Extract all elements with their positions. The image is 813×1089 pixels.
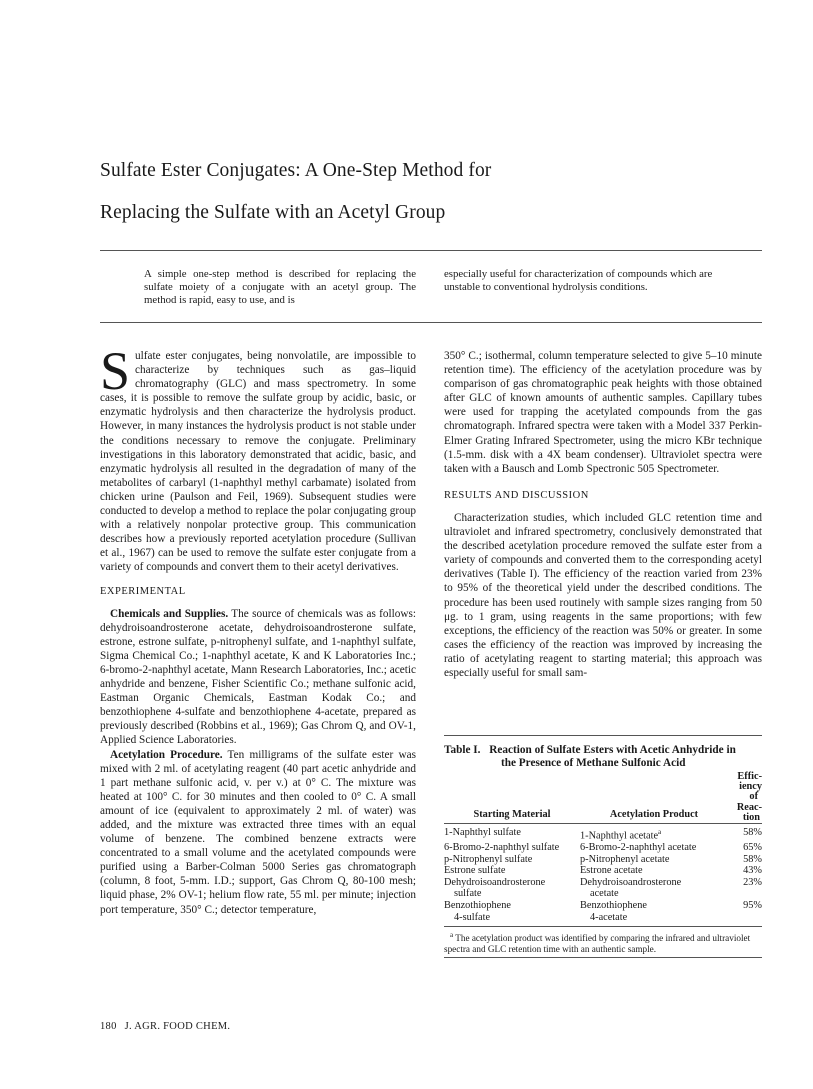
- methods-continuation: 350° C.; isothermal, column temperature selected to give 5–10 minute retention time). The efficiency of the acetylation procedure was by comparison of gas chromatographic peak heights with those obtained after GLC of known amounts of authentic samples. Capillary tubes were used for trapping the acetylated compounds from the gas chromatograph. Infrared spectra were taken with a Model 337 Perkin-Elmer Grating Infrared Spectrometer, using the micro KBr technique (1.5-mm. disk with a 4X beam condenser). Ultraviolet spectra were taken with a Bausch and Lomb Spectronic 505 Spectrometer.: [444, 350, 762, 475]
- cell-start: 6-Bromo-2-naphthyl sulfate: [444, 842, 560, 854]
- col-header-acetylation-product: Acetylation Product: [609, 809, 699, 821]
- table-row: [444, 827, 762, 842]
- cell-efficiency: 65%: [743, 842, 762, 854]
- paper-title-line-2: Replacing the Sulfate with an Acetyl Group: [100, 202, 446, 223]
- drop-cap: S: [100, 341, 131, 401]
- table-header-row: [444, 772, 762, 824]
- cell-efficiency: 43%: [743, 865, 762, 877]
- page-footer: [100, 1021, 230, 1032]
- right-column: [444, 349, 762, 680]
- cell-product: Estrone acetate: [580, 865, 643, 877]
- abstract-bottom-rule: [100, 322, 762, 323]
- cell-efficiency: 23%: [743, 876, 762, 888]
- cell-efficiency: 58%: [743, 827, 762, 839]
- table-row: [444, 877, 762, 900]
- abstract-top-rule: [100, 250, 762, 251]
- table-title: Table I. Reaction of Sulfate Esters with Acetic Anhydride in the Presence of Methane Sulfonic Acid: [444, 744, 736, 769]
- cell-product: p-Nitrophenyl acetate: [580, 853, 670, 865]
- cell-start: p-Nitrophenyl sulfate: [444, 853, 533, 865]
- paper-title-line-1: Sulfate Ester Conjugates: A One-Step Method for: [100, 160, 492, 181]
- acetylation-paragraph: Acetylation Procedure. Ten milligrams of the sulfate ester was mixed with 2 ml. of acetylating reagent (40 part acetic anhydride and 1 part methane sulfonic acid, v. per v.) at 0° C. The mixture was heated at 100° C. for 30 minutes and then cooled to 0° C. A small amount of ice (equivalent to approximately 2 ml. of water) was added, and the mixture was extracted three times with an equal volume of benzene. The combined benzene extracts were concentrated to a small volume and the acetylated compounds were purified using a Barber-Colman 5000 Series gas chromatograph (column, 8 foot, 5-mm. I.D.; support, Gas Chrom Q, 80-100 mesh; liquid phase, 2% OV-1; helium flow rate, 55 ml. per minute; injection port temperature, 350° C.; detector temperature,: [100, 748, 416, 916]
- table-top-rule: [444, 735, 762, 736]
- table-row: [444, 900, 762, 923]
- table-row: [444, 854, 762, 866]
- chemicals-paragraph: Chemicals and Supplies. The source of chemicals was as follows: dehydroisoandrosterone acetate, dehydroisoandrosterone sulfate, estrone, estrone sulfate, p-nitrophenyl sulfate, and 1-naphthyl sulfate, Sigma Chemical Co.; 1-naphthyl acetate, K and K Laboratories Inc.; 6-bromo-2-naphthyl acetate, Mann Research Laboratories, Inc.; acetic anhydride and benzene, Fisher Scientific Co.; methane sulfonic acid, Eastman Organic Chemicals, Eastman Kodak Co.; and benzothiophene 4-sulfate and benzothiophene 4-acetate, prepared as previously described (Robbins et al., 1969); Gas Chrom Q, and OV-1, Applied Science Laboratories.: [100, 607, 416, 747]
- table-row: [444, 865, 762, 877]
- left-column: [100, 341, 416, 917]
- cell-product: Benzothiophene 4-acetate: [580, 900, 647, 923]
- abstract-left: A simple one-step method is described for replacing the sulfate moiety of a conjugate with an acetyl group. The method is rapid, easy to use, and is: [144, 268, 416, 306]
- cell-product: Dehydroisoandrosterone acetate: [580, 876, 682, 900]
- col-header-starting-material: Starting Material: [473, 809, 551, 821]
- cell-efficiency: 95%: [743, 900, 762, 911]
- experimental-heading: EXPERIMENTAL: [100, 585, 186, 597]
- journal-name: J. AGR. FOOD CHEM.: [124, 1021, 231, 1032]
- cell-start: Estrone sulfate: [444, 865, 506, 877]
- table-footnote: $^a$ The acetylation product was identified by comparing the infrared and ultraviolet spectra and GLC retention time with an authentic sample.: [444, 931, 751, 954]
- cell-product: 1-Naphthyl acetate$^a$: [580, 828, 662, 842]
- cell-start: 1-Naphthyl sulfate: [444, 827, 521, 839]
- results-paragraph: Characterization studies, which included GLC retention time and ultraviolet and infrared spectrometry, conclusively demonstrated that the described acetylation procedure removed the sulfate ester from a variety of compounds and converted them to the corresponding acetyl derivatives (Table I). The efficiency of the reaction varied from 23% to 95% of the theoretical yield under the described conditions. The procedure has been used routinely with sample sizes ranging from 50 μg. to 1 gram, using reagents in the same proportions; with few exceptions, the efficiency of the reaction was 50% or greater. In some cases the efficiency of the reaction was improved by increasing the ratio of acetylating reagent to starting material; this approach was especially useful for small sam-: [444, 511, 762, 679]
- cell-start: Dehydroisoandrosterone sulfate: [444, 876, 546, 900]
- table-1: [444, 772, 762, 958]
- footnote-marker: a: [658, 828, 662, 837]
- cell-efficiency: 58%: [743, 853, 762, 865]
- cell-product: 6-Bromo-2-naphthyl acetate: [580, 842, 697, 854]
- intro-paragraph: Sulfate ester conjugates, being nonvolatile, are impossible to characterize by techniques such as gas–liquid chromatography (GLC) and mass spectrometry. In some cases, it is possible to remove the sulfate group by acidic, basic, or enzymatic hydrolysis and then characterize the hydrolysis product. However, in many instances the hydrolysis product is not stable under the conditions necessary to remove the conjugate. Preliminary investigations in this laboratory demonstrated that acidic, basic, and enzymatic hydrolysis all resulted in the degradation of many of the metabolites of carbaryl (1-naphthyl methyl carbamate) isolated from chicken urine (Paulson and Feil, 1969). Subsequent studies were conducted to develop a method to replace the polar conjugating group with a relatively nonpolar protective group. This communication describes how a previously reported acetylation procedure (Sullivan et al., 1967) can be used to remove the sulfate ester conjugate from a variety of compounds and convert them to their acetyl derivatives.: [100, 341, 416, 574]
- abstract-right: especially useful for characterization of compounds which are unstable to conventional hydrolysis conditions.: [444, 268, 713, 293]
- results-heading: RESULTS AND DISCUSSION: [444, 489, 589, 501]
- page-number: 180: [100, 1021, 117, 1032]
- cell-start: Benzothiophene 4-sulfate: [444, 900, 511, 923]
- col-header-efficiency: Effic- iency of Reac- tion: [736, 771, 762, 823]
- table-row: [444, 842, 762, 854]
